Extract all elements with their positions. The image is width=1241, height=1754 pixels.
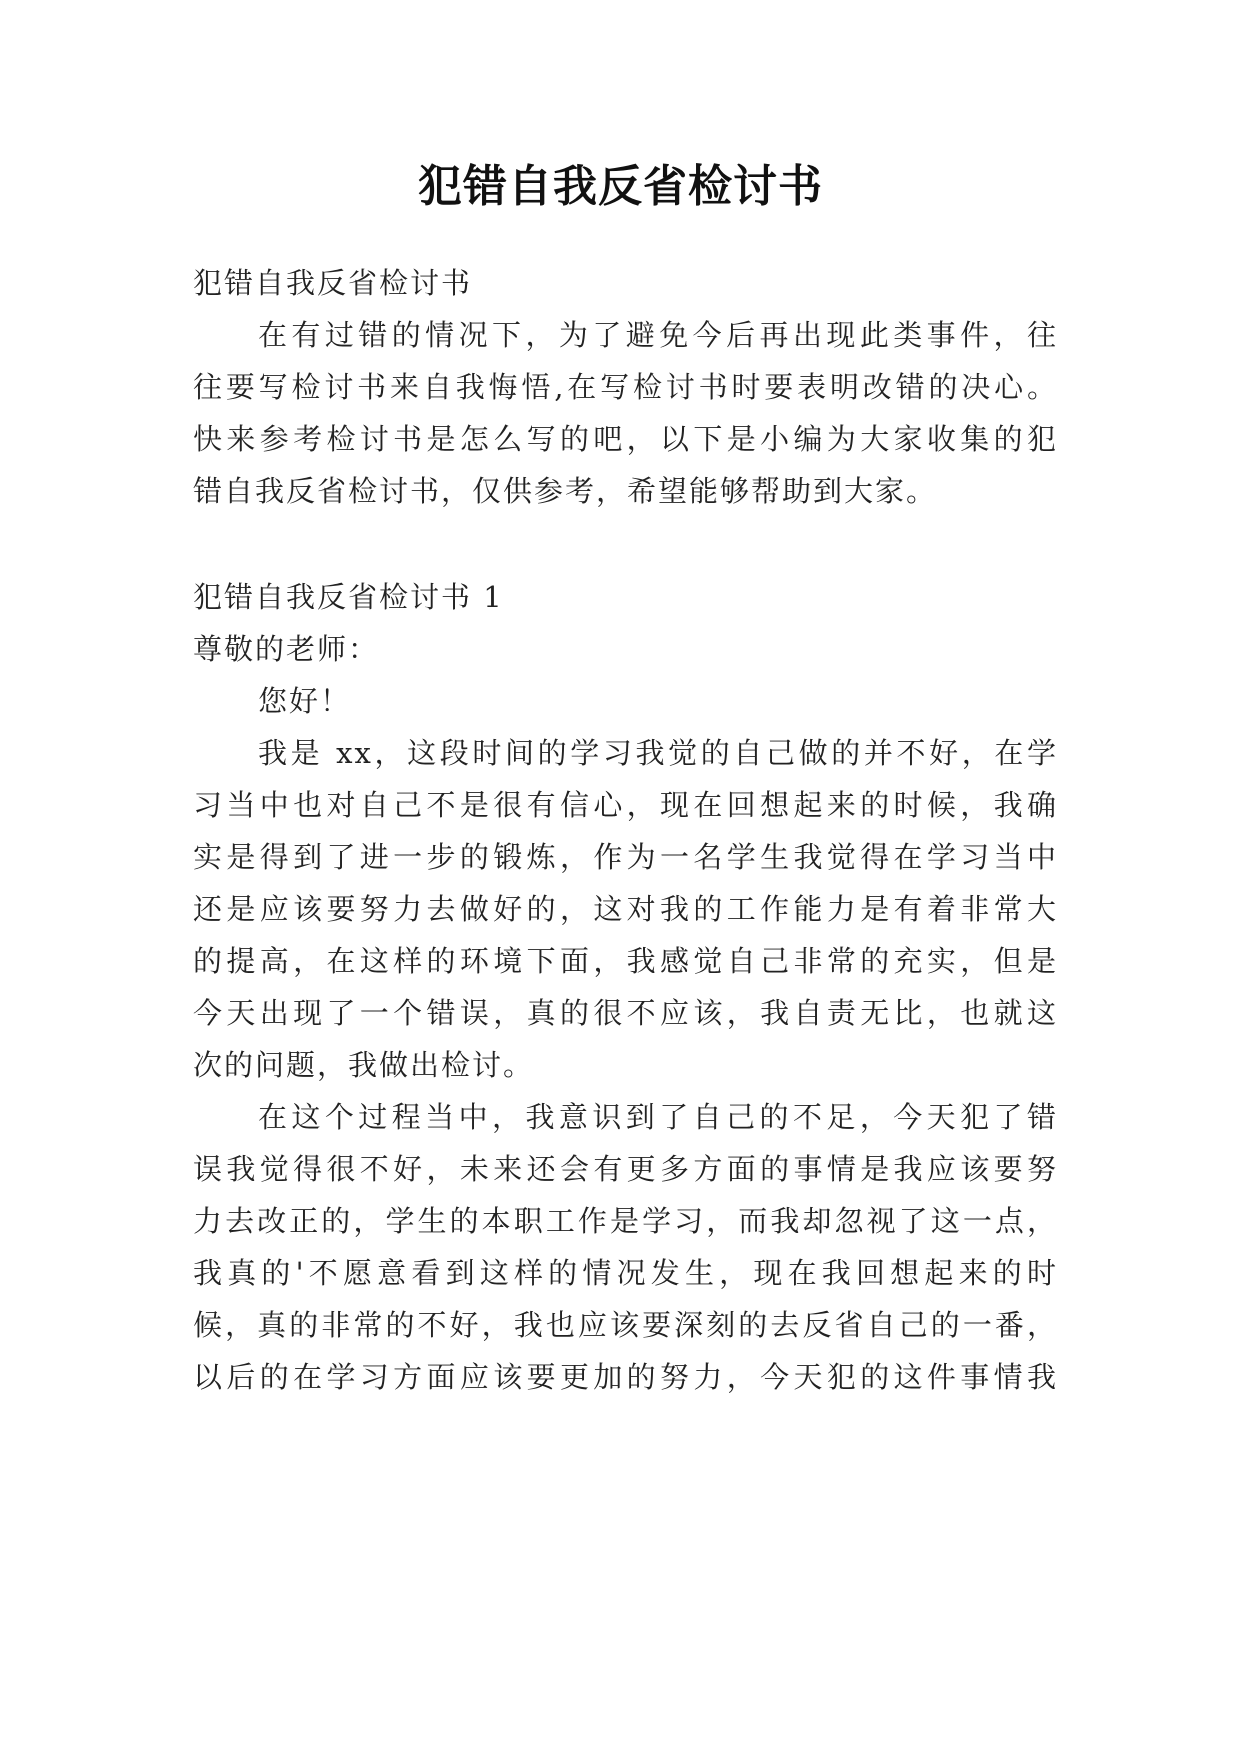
paragraph-line: 力去改正的，学生的本职工作是学习，而我却忽视了这一点， (193, 1204, 1058, 1238)
intro-line: 快来参考检讨书是怎么写的吧，以下是小编为大家收集的犯 (193, 422, 1058, 456)
intro-line: 错自我反省检讨书，仅供参考，希望能够帮助到大家。 (193, 474, 938, 508)
intro-line: 在有过错的情况下，为了避免今后再出现此类事件，往 (258, 318, 1058, 352)
paragraph-line: 习当中也对自己不是很有信心，现在回想起来的时候，我确 (193, 788, 1058, 822)
paragraph-line: 今天出现了一个错误，真的很不应该，我自责无比，也就这 (193, 996, 1058, 1030)
paragraph-line: 误我觉得很不好，未来还会有更多方面的事情是我应该要努 (193, 1152, 1058, 1186)
paragraph-line: 我真的'不愿意看到这样的情况发生，现在我回想起来的时 (193, 1256, 1058, 1290)
paragraph-line: 还是应该要努力去做好的，这对我的工作能力是有着非常大 (193, 892, 1058, 926)
paragraph-line: 以后的在学习方面应该要更加的努力，今天犯的这件事情我 (193, 1360, 1058, 1394)
document-title: 犯错自我反省检讨书 (418, 161, 823, 212)
paragraph-line: 我是 xx，这段时间的学习我觉的自己做的并不好，在学 (258, 736, 1058, 770)
paragraph-line: 候，真的非常的不好，我也应该要深刻的去反省自己的一番， (193, 1308, 1058, 1342)
paragraph-line: 在这个过程当中，我意识到了自己的不足，今天犯了错 (258, 1100, 1058, 1134)
paragraph-line: 的提高，在这样的环境下面，我感觉自己非常的充实，但是 (193, 944, 1058, 978)
salutation: 尊敬的老师： (193, 632, 380, 666)
intro-line: 往要写检讨书来自我悔悟,在写检讨书时要表明改错的决心。 (193, 370, 1058, 404)
greeting: 您好！ (258, 684, 352, 718)
paragraph-line: 次的问题，我做出检讨。 (193, 1048, 535, 1082)
intro-heading: 犯错自我反省检讨书 (193, 266, 473, 300)
section-heading: 犯错自我反省检讨书 1 (193, 580, 504, 614)
paragraph-line: 实是得到了进一步的锻炼，作为一名学生我觉得在学习当中 (193, 840, 1058, 874)
